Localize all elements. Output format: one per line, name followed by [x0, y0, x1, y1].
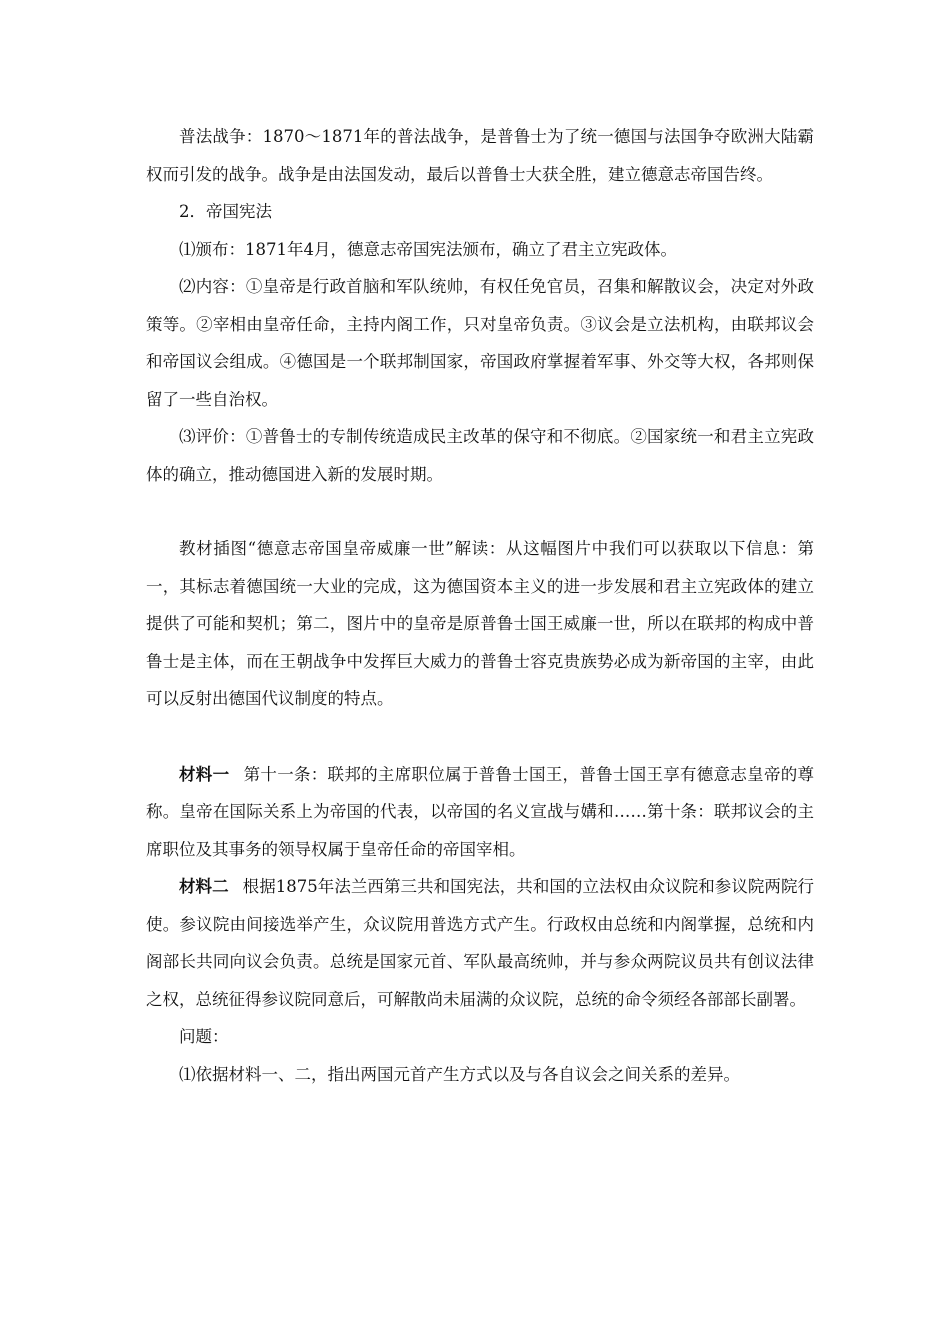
franco-prussian-war-paragraph: 普法战争：1870～1871年的普法战争，是普鲁士为了统一德国与法国争夺欧洲大陆霸权而引发的战争。战争是由法国发动，最后以普鲁士大获全胜，建立德意志帝国告终。	[146, 127, 814, 184]
document-page	[146, 118, 814, 1093]
material-one-text: 第十一条：联邦的主席职位属于普鲁士国王，普鲁士国王享有德意志皇帝的尊称。皇帝在国际关系上为帝国的代表，以帝国的名义宣战与媾和……第十条：联邦议会的主席职位及其事务的领导权属于皇帝任命的帝国宰相。	[146, 764, 815, 859]
material-two-label: 材料二	[179, 877, 229, 896]
constitution-heading: 2．帝国宪法	[179, 202, 272, 221]
question-heading: 问题：	[179, 1027, 229, 1046]
material-two-text: 根据1875年法兰西第三共和国宪法，共和国的立法权由众议院和参议院两院行使。参议院由间接选举产生，众议院用普选方式产生。行政权由总统和内阁掌握，总统和内阁部长共同向议会负责。总统是国家元首、军队最高统帅，并与参众两院议员共有创议法律之权，总统征得参议院同意后，可解散尚未届满的众议院，总统的命令须经各部部长副署。	[146, 877, 814, 1009]
material-one-label: 材料一	[179, 764, 230, 784]
constitution-item-evaluation: ⑶评价：①普鲁士的专制传统造成民主改革的保守和不彻底。②国家统一和君主立宪政体的确立，推动德国进入新的发展时期。	[146, 427, 814, 484]
question-one: ⑴依据材料一、二，指出两国元首产生方式以及与各自议会之间关系的差异。	[179, 1064, 740, 1084]
section-spacer	[146, 718, 814, 756]
constitution-item-content: ⑵内容：①皇帝是行政首脑和军队统帅，有权任免官员，召集和解散议会，决定对外政策等。②宰相由皇帝任命，主持内阁工作，只对皇帝负责。③议会是立法机构，由联邦议会和帝国议会组成。④德国是一个联邦制国家，帝国政府掌握着军事、外交等大权，各邦则保留了一些自治权。	[146, 277, 814, 409]
constitution-item-promulgation: ⑴颁布：1871年4月，德意志帝国宪法颁布，确立了君主立宪政体。	[179, 239, 677, 259]
section-spacer	[146, 493, 814, 530]
illustration-interpretation-paragraph: 教材插图“德意志帝国皇帝威廉一世”解读：从这幅图片中我们可以获取以下信息：第一，其标志着德国统一大业的完成，这为德国资本主义的进一步发展和君主立宪政体的建立提供了可能和契机；第二，图片中的皇帝是原普鲁士国王威廉一世，所以在联邦的构成中普鲁士是主体，而在王朝战争中发挥巨大威力的普鲁士容克贵族势必成为新帝国的主宰，由此可以反射出德国代议制度的特点。	[146, 539, 814, 708]
material-one-paragraph	[146, 756, 814, 869]
material-two-paragraph	[146, 868, 814, 1018]
